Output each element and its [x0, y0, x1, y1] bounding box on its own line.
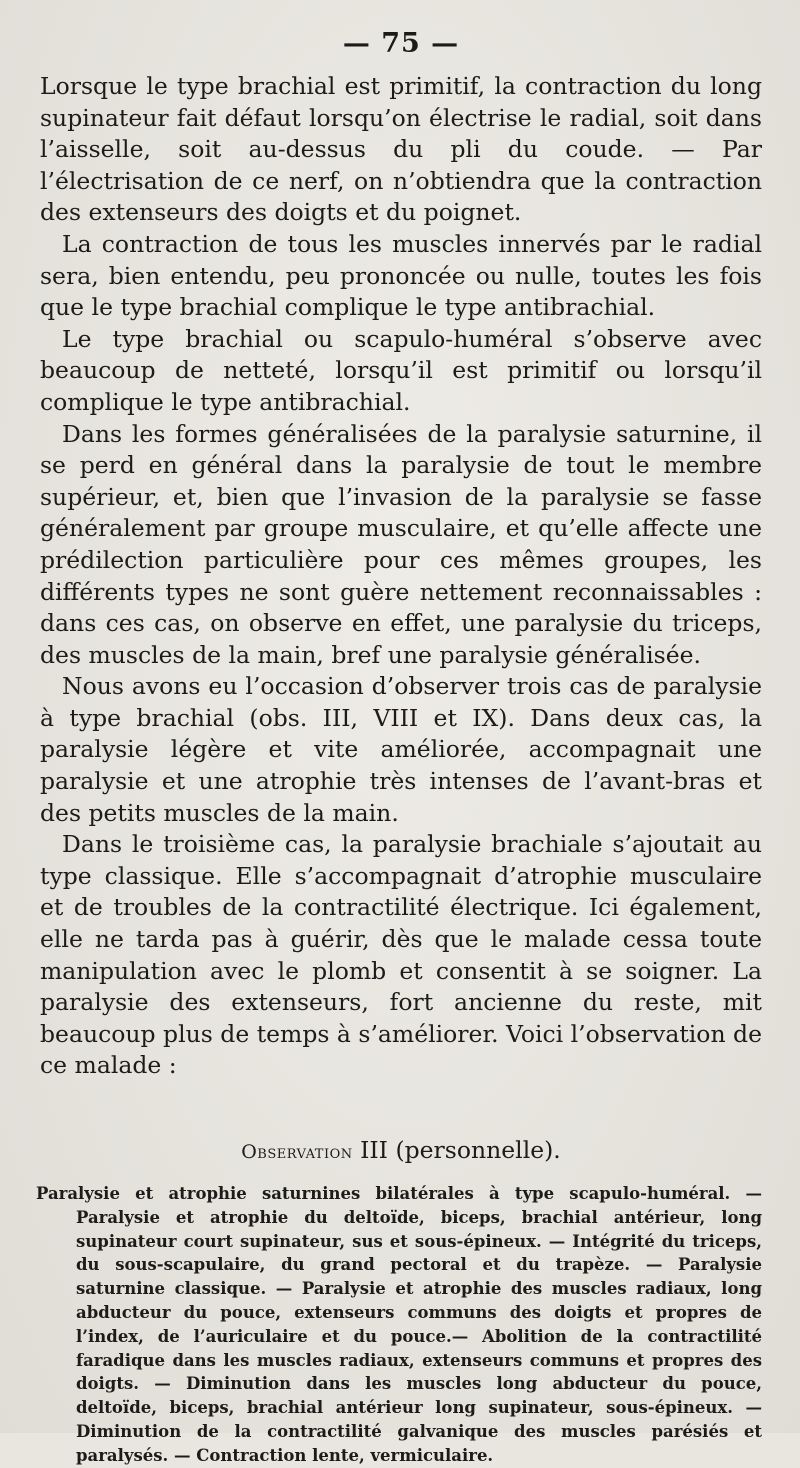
paragraph: La contraction de tous les muscles innervés par le radial sera, bien entendu, peu prononcée ou nulle, toutes les fois que le type brachial complique le type antibrachial. — [40, 229, 762, 322]
paragraph: Dans les formes généralisées de la paralysie saturnine, il se perd en général dans la paralysie de tout le membre supérieur, et, bien que l’invasion de la paralysie se fasse généralement par groupe musculaire, et qu’elle affecte une prédilection particulière pour ces mêmes groupes, les différents types ne sont guère nettement reconnaissables : dans ces cas, on observe en effet, une paralysie du triceps, des muscles de la main, bref une paralysie généralisée. — [40, 419, 762, 669]
paragraph: Dans le troisième cas, la paralysie brachiale s’ajoutait au type classique. Elle s’accompagnait d’atrophie musculaire et de troubles de la contractilité électrique. Ici également, elle ne tarda pas à guérir, dès que le malade cessa toute manipulation avec le plomb et consentit à se soigner. La paralysie des extenseurs, fort ancienne du reste, mit beaucoup plus de temps à s’améliorer. Voici l’observation de ce malade : — [40, 830, 762, 1080]
observation-number: III — [360, 1136, 388, 1164]
observation-heading — [40, 1136, 762, 1164]
paragraph: Le type brachial ou scapulo-huméral s’observe avec beaucoup de netteté, lorsqu’il est primitif ou lorsqu’il complique le type antibrachial. — [40, 324, 762, 416]
main-text — [40, 71, 762, 1082]
observation-label: Observation — [241, 1141, 353, 1163]
paragraph: Lorsque le type brachial est primitif, la contraction du long supinateur fait défaut lorsqu’on électrise le radial, soit dans l’aisselle, soit au-dessus du pli du coude. — Par l’électrisation de ce nerf, on n’obtiendra que la contraction des extenseurs des doigts et du poignet. — [40, 72, 762, 227]
page-number: — 75 — — [342, 28, 460, 59]
observation-qualifier: (personnelle). — [395, 1136, 561, 1164]
observation-summary: Paralysie et atrophie saturnines bilatérales à type scapulo-huméral. — Paralysie et atrophie du deltoïde, biceps, brachial antérieur, long supinateur court supinateur, sus et sous-épineux. — Intégrité du triceps, du sous-scapulaire, du grand pectoral et du trapèze. — Paralysie saturnine classique. — Paralysie et atrophie des muscles radiaux, long abducteur du pouce, extenseurs communs des doigts et propres de l’index, de l’auriculaire et du pouce.— Abolition de la contractilité faradique dans les muscles radiaux, extenseurs communs et propres des doigts. — Diminution dans les muscles long abducteur du pouce, deltoïde, biceps, brachial antérieur long supinateur, sous-épineux. — Diminution de la contractilité galvanique des muscles parésiés et paralysés. — Contraction lente, vermiculaire. — [36, 1184, 762, 1465]
paragraph: Nous avons eu l’occasion d’observer trois cas de paralysie à type brachial (obs. III, VIII et IX). Dans deux cas, la paralysie légère et vite améliorée, accompagnait une paralysie et une atrophie très intenses de l’avant-bras et des petits muscles de la main. — [40, 672, 762, 827]
